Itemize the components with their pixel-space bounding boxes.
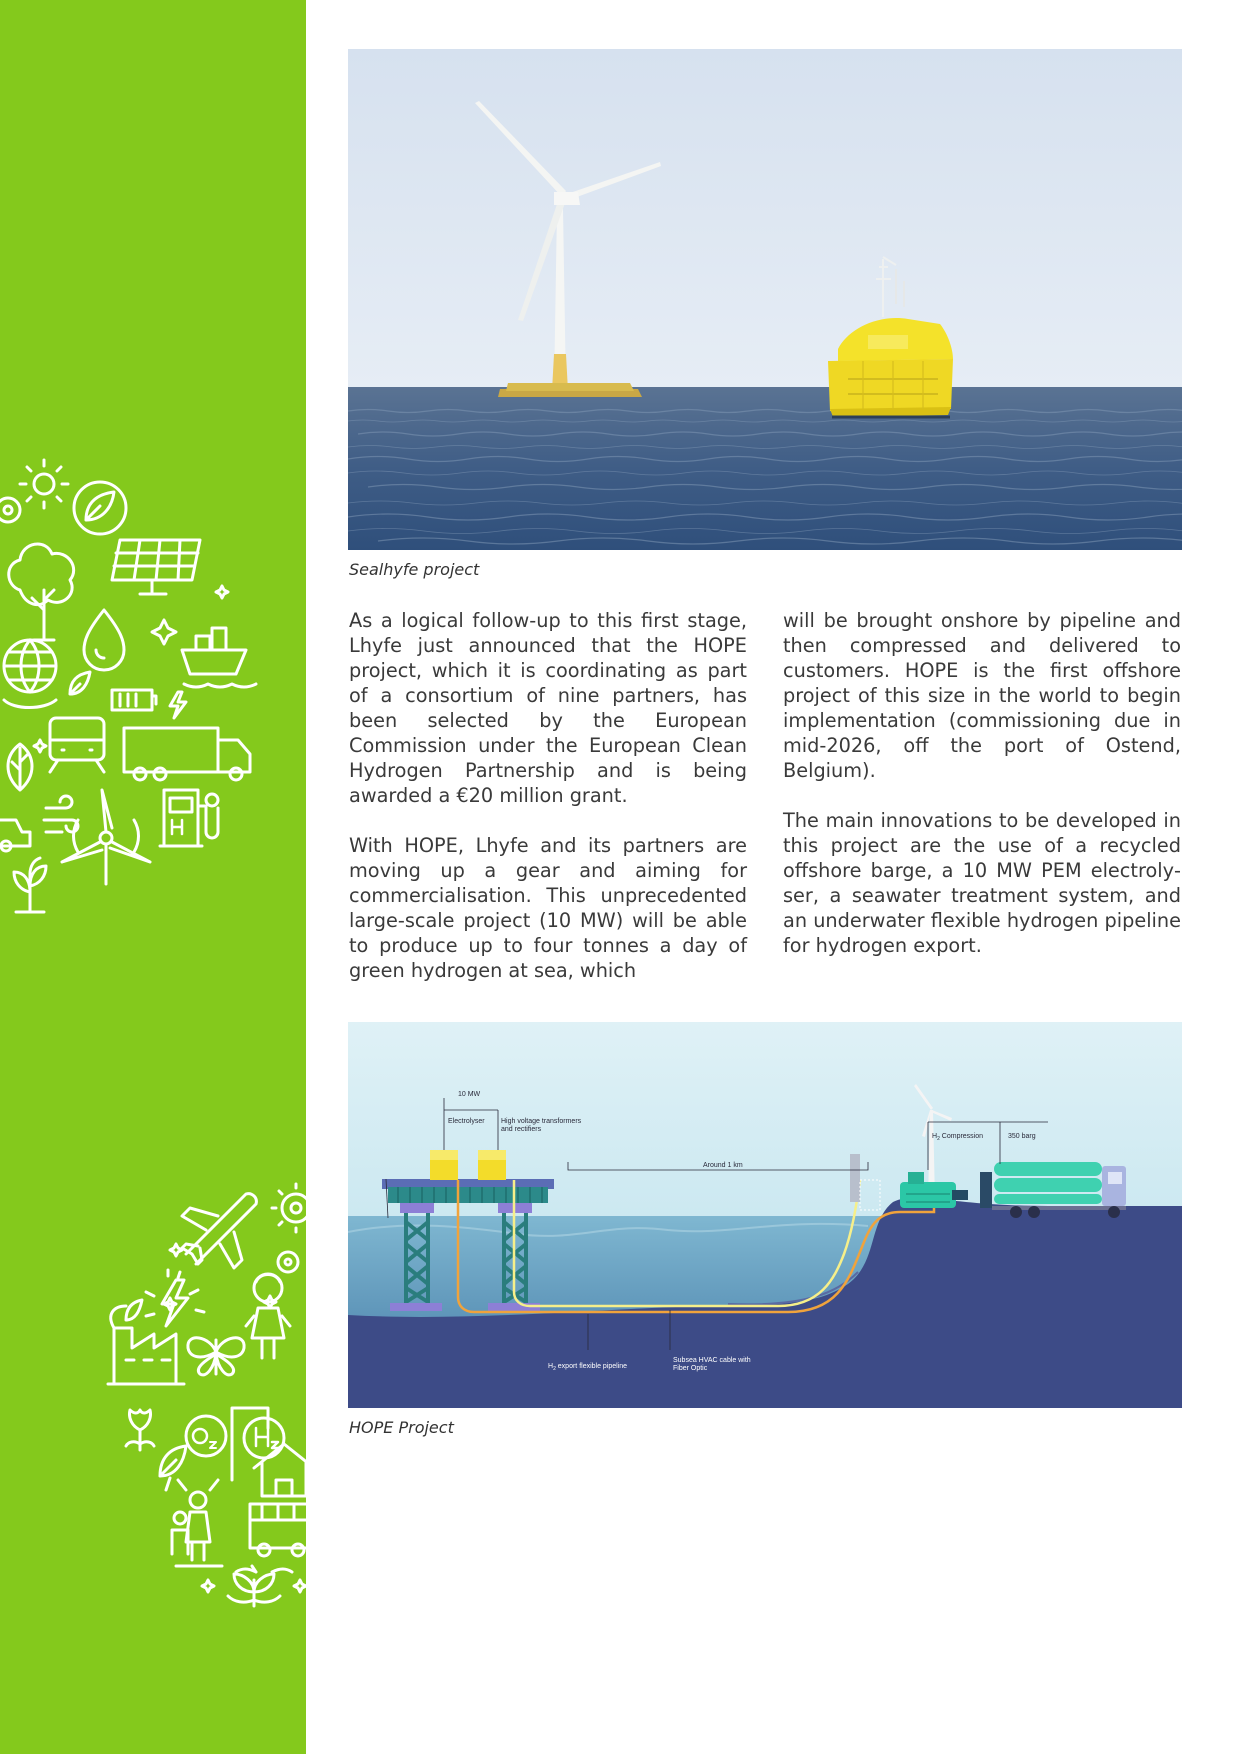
sparkle-icon [34, 740, 46, 752]
text-column-right [783, 608, 1181, 983]
car-icon [0, 820, 30, 851]
photo-caption: Sealhyfe project [349, 560, 480, 579]
solar-panel-icon [112, 540, 200, 594]
paragraph: will be brought onshore by pipeline and then compressed and delivered to customers. HOPE is the first offshore project of this size in the world to begin implementation (commissioning due in mid-2026, off the port of Ostend, Belgium). [783, 609, 1181, 782]
label-cable-2: Fiber Optic [673, 1365, 708, 1372]
leaf-icon [74, 482, 126, 534]
leaf-icon [126, 1300, 142, 1320]
wind-turbine-icon [62, 790, 150, 884]
person-icon [246, 1274, 290, 1358]
recycle-plant-icon [236, 1566, 292, 1572]
paragraph: The main innovations to be developed in this project are the use of a recycled offshore barge, a 10 MW PEM electrolyser, a seawater treatment system, and an underwater flexible hydrogen pipeline for hydrogen export. [783, 809, 1181, 957]
h2-icon-small [172, 820, 182, 834]
cargo-ship-icon [182, 628, 256, 687]
label-pipeline: $H_2$ export flexible pipeline [548, 1363, 628, 1372]
diagram-caption: HOPE Project [349, 1418, 454, 1437]
sidebar-decoration [0, 0, 306, 1754]
water-drop-icon [84, 610, 124, 670]
storage-trailer [980, 1162, 1126, 1218]
globe-icon [4, 640, 56, 708]
lightning-icon [146, 1270, 204, 1326]
text-column-left [349, 608, 747, 1008]
sun-icon [20, 460, 68, 508]
label-compression: $H_2$ Compression [932, 1133, 984, 1142]
people-celebrating-icon [172, 1480, 222, 1566]
label-transformers-1: High voltage transformers [501, 1118, 582, 1125]
paragraph: As a logical follow-up to this first stage, Lhyfe just announced that the HOPE project, which it is coordinating as part of a consortium of nine partners, has been selected by the European Commission under the European Clean Hydrogen Partnership and is being awarded a €20 million grant. [349, 609, 747, 807]
train-icon [50, 718, 104, 772]
label-pressure: 350 barg [1008, 1133, 1036, 1140]
gear-icon [272, 1184, 306, 1232]
hope-project-diagram [348, 1022, 1182, 1408]
sealhyfe-photo [348, 49, 1182, 550]
paragraph: With HOPE, Lhyfe and its partners are moving up a gear and aiming for commercialisation. This unprecedented large-scale project (10 MW) will be able to produce up to four tonnes a day of green hydrogen at sea, which [349, 834, 747, 982]
onshore-substation [850, 1154, 860, 1202]
leaf-icon [70, 672, 90, 694]
offshore-wind-turbine-and-floating-platform-photo [348, 49, 1182, 550]
h2-icon [232, 1408, 284, 1480]
label-distance: Around 1 km [703, 1162, 743, 1169]
butterfly-icon [188, 1338, 244, 1375]
battery-icon [112, 690, 156, 710]
label-electrolyser: Electrolyser [448, 1118, 485, 1125]
label-power: 10 MW [458, 1091, 481, 1098]
bus-icon [250, 1504, 306, 1556]
eco-icons-illustration [0, 0, 306, 1754]
hope-diagram-illustration [348, 1022, 1182, 1408]
plant-icon [228, 1574, 280, 1606]
truck-icon [124, 728, 250, 780]
tree-icon [9, 544, 74, 640]
label-cable-1: Subsea HVAC cable with [673, 1357, 751, 1364]
gear-icon [278, 1252, 298, 1272]
tulip-icon [126, 1410, 154, 1450]
leaf-icon [8, 744, 32, 790]
airplane-icon [182, 1194, 256, 1268]
o2-icon [186, 1416, 226, 1456]
wind-icon [44, 796, 78, 832]
hydrogen-pump-icon [160, 790, 218, 846]
lightning-icon [170, 692, 186, 718]
label-transformers-2: and rectifiers [501, 1126, 542, 1133]
gear-icon [0, 498, 20, 522]
plant-icon [14, 858, 46, 912]
